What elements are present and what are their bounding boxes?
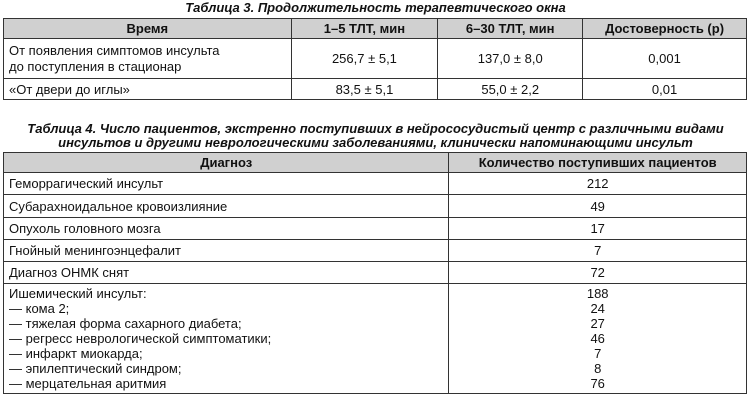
diagnosis-cell: Геморрагический инсульт <box>4 173 449 195</box>
count-line: 188 <box>586 286 609 301</box>
count-line: 8 <box>594 361 602 376</box>
therapeutic-window-table <box>3 18 747 100</box>
diagnosis-line: — эпилептический синдром; <box>9 361 182 376</box>
table-row <box>4 262 747 284</box>
table-cell: 0,001 <box>583 39 747 79</box>
table4-caption <box>0 122 751 150</box>
count-cell: 212 <box>449 173 747 195</box>
table-row <box>4 195 747 218</box>
diagnosis-line: — мерцательная аритмия <box>9 376 167 391</box>
patients-table <box>3 152 747 394</box>
diagnosis-line: — регресс неврологической симптоматики; <box>9 331 272 346</box>
table-row <box>4 218 747 240</box>
table-cell: 0,01 <box>583 79 747 100</box>
ischemic-diagnosis-cell <box>4 284 449 394</box>
table-cell: 83,5 ± 5,1 <box>291 79 438 100</box>
column-header: Диагноз <box>4 153 449 173</box>
table-cell: 55,0 ± 2,2 <box>438 79 583 100</box>
column-header: Достоверность (p) <box>583 19 747 39</box>
column-header: Время <box>4 19 292 39</box>
diagnosis-line: Ишемический инсульт: <box>9 286 147 301</box>
column-header: 6–30 ТЛТ, мин <box>438 19 583 39</box>
diagnosis-line: — тяжелая форма сахарного диабета; <box>9 316 242 331</box>
count-cell: 49 <box>449 195 747 218</box>
caption-line: инсультов и другими неврологическими заболеваниями, клинически напоминающими инсульт <box>58 135 693 150</box>
column-header: Количество поступивших пациентов <box>449 153 747 173</box>
diagnosis-line: — кома 2; <box>9 301 70 316</box>
table-row <box>4 39 747 79</box>
diagnosis-cell: Опухоль головного мозга <box>4 218 449 240</box>
row-label-line: От появления симптомов инсульта <box>9 42 220 58</box>
table-row <box>4 240 747 262</box>
count-line: 46 <box>590 331 605 346</box>
table-row <box>4 79 747 100</box>
count-line: 76 <box>590 376 605 391</box>
row-label <box>4 39 292 79</box>
table-header-row <box>4 153 747 173</box>
column-header: 1–5 ТЛТ, мин <box>291 19 438 39</box>
table-cell: 256,7 ± 5,1 <box>291 39 438 79</box>
diagnosis-cell: Субарахноидальное кровоизлияние <box>4 195 449 218</box>
table-row-ischemic <box>4 284 747 394</box>
table-header-row <box>4 19 747 39</box>
diagnosis-cell: Диагноз ОНМК снят <box>4 262 449 284</box>
count-line: 27 <box>590 316 605 331</box>
caption-line: Таблица 4. Число пациентов, экстренно поступивших в нейрососудистый центр с различными видами <box>27 121 724 136</box>
diagnosis-line: — инфаркт миокарда; <box>9 346 143 361</box>
diagnosis-cell: Гнойный менингоэнцефалит <box>4 240 449 262</box>
ischemic-count-cell <box>449 284 747 394</box>
count-cell: 7 <box>449 240 747 262</box>
count-line: 7 <box>594 346 602 361</box>
table-row <box>4 173 747 195</box>
count-cell: 72 <box>449 262 747 284</box>
table3-caption: Таблица 3. Продолжительность терапевтического окна <box>185 0 566 15</box>
count-cell: 17 <box>449 218 747 240</box>
row-label: «От двери до иглы» <box>4 79 292 100</box>
count-line: 24 <box>590 301 605 316</box>
table-cell: 137,0 ± 8,0 <box>438 39 583 79</box>
row-label-line: до поступления в стационар <box>9 58 182 74</box>
